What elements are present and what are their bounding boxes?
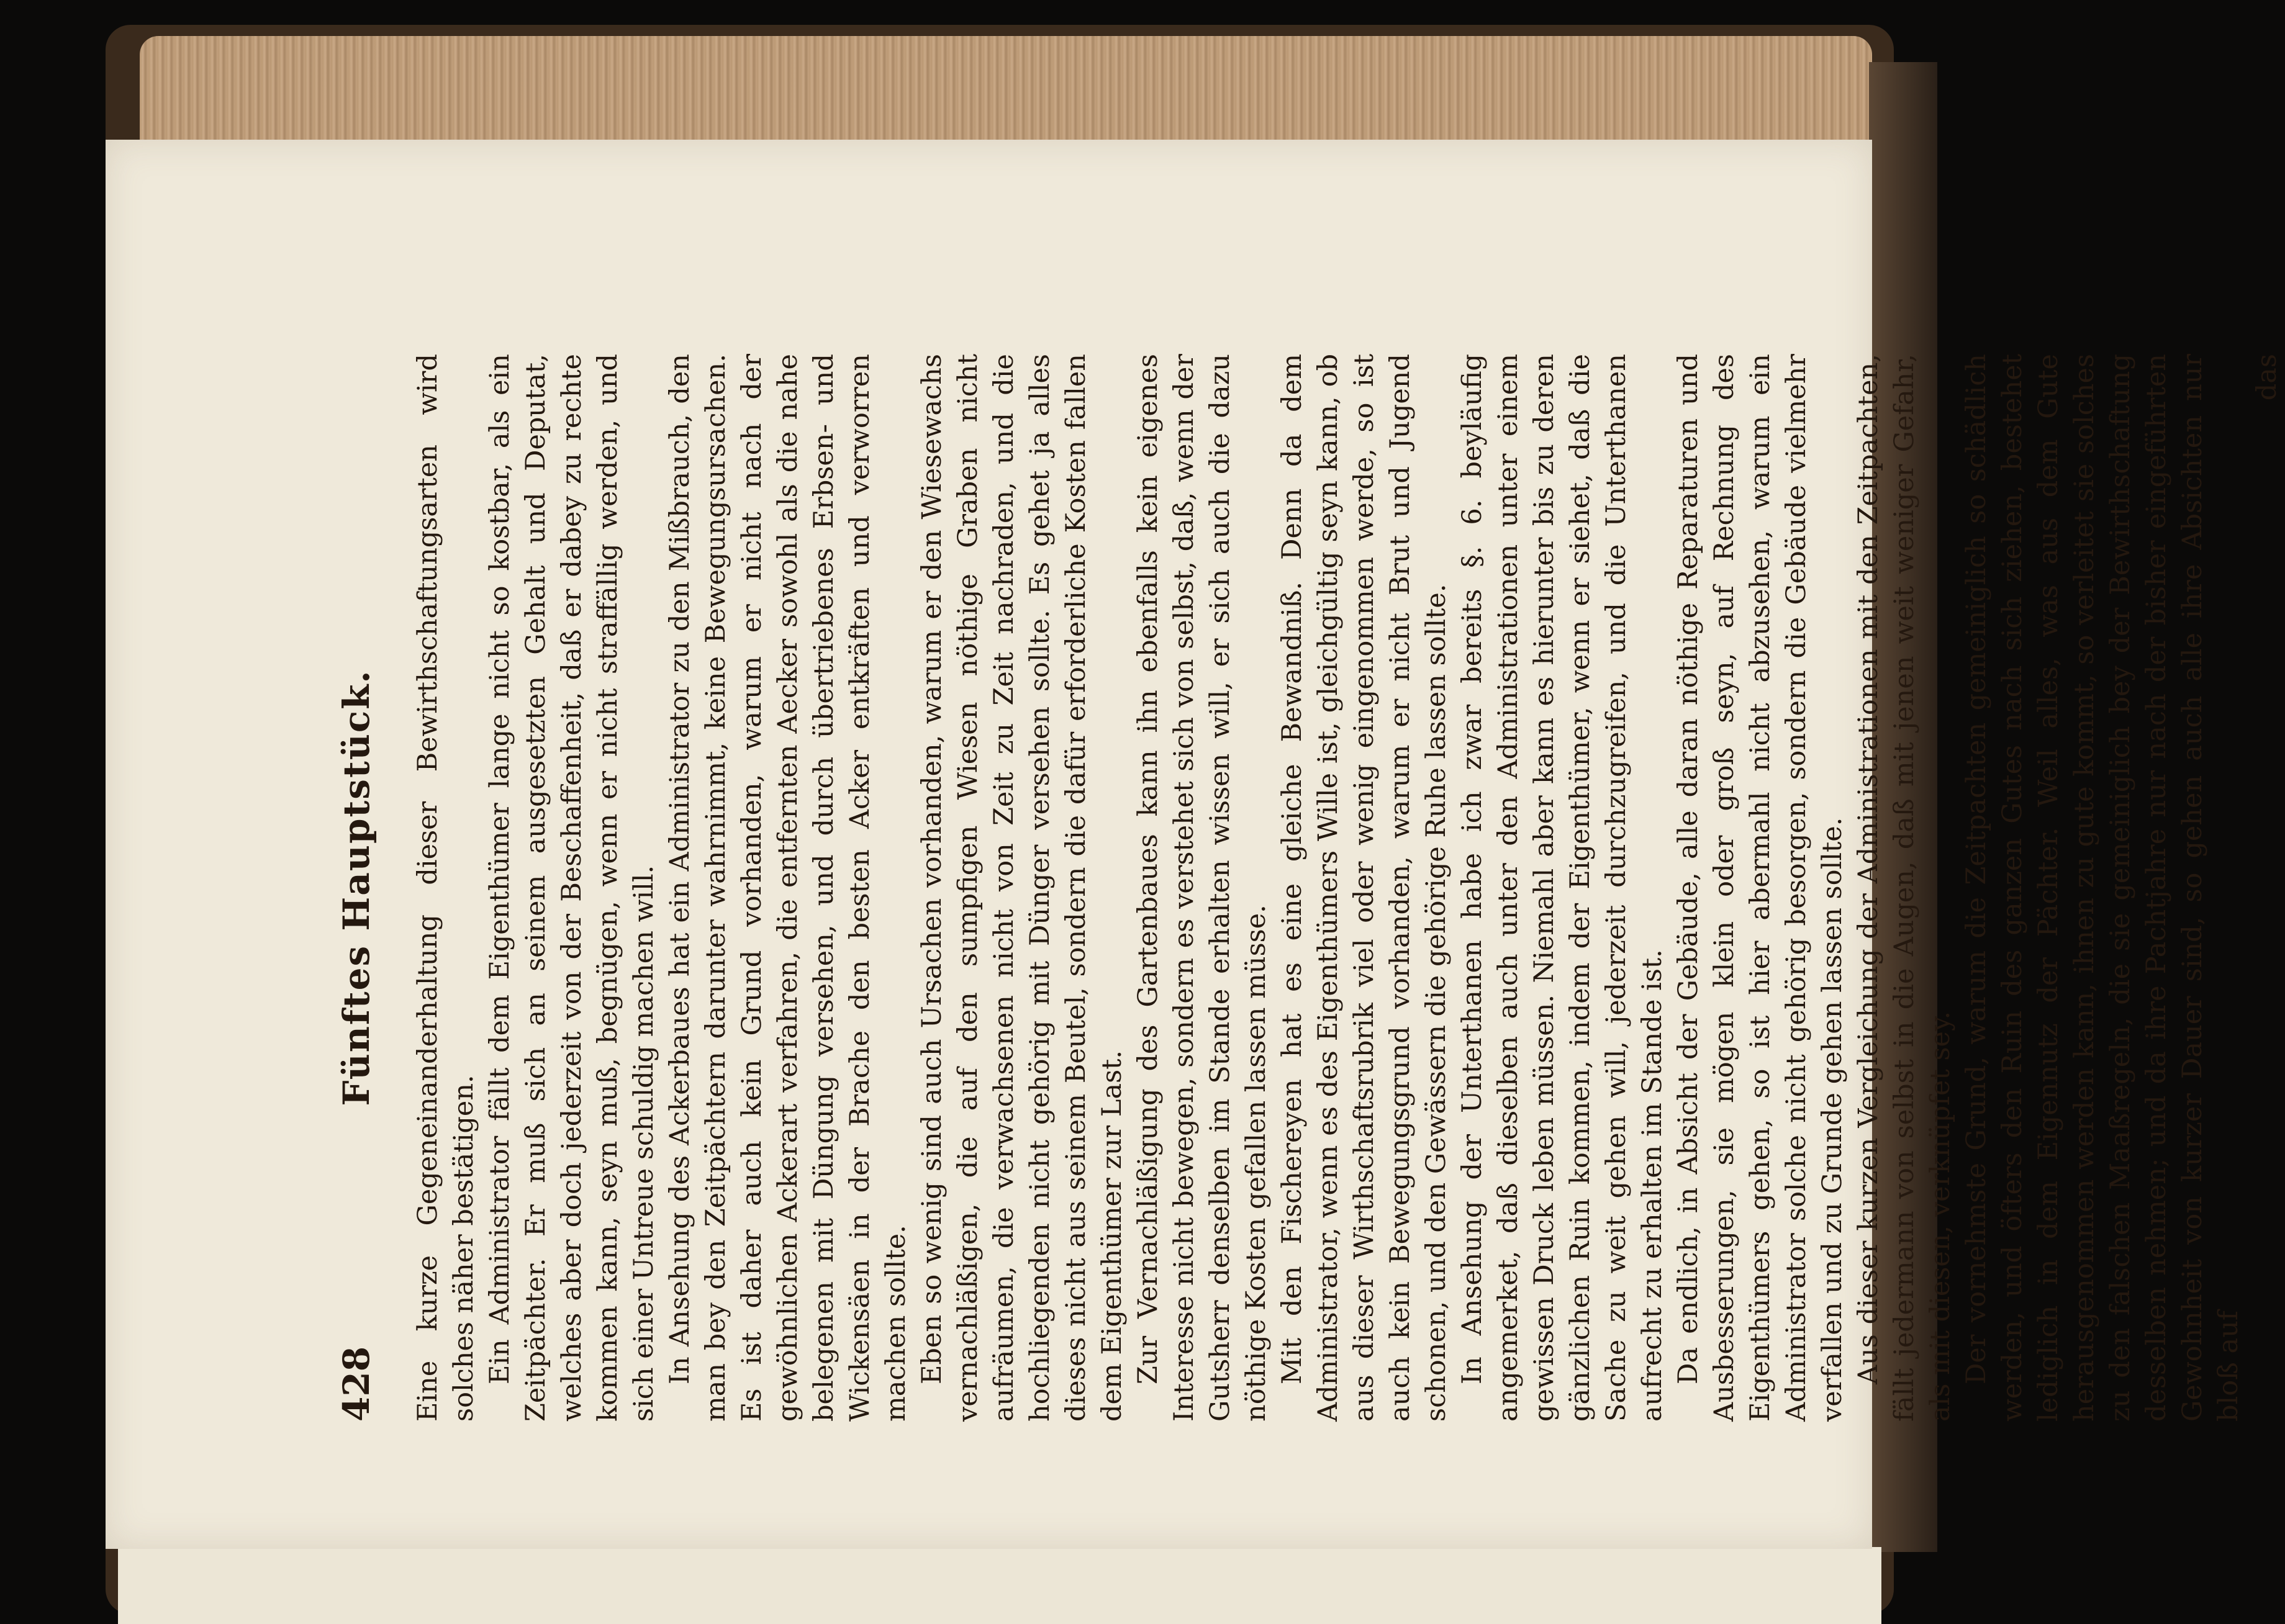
paragraph: Mit den Fischereyen hat es eine gleiche Bewandniß. Denn da dem Administrator, wenn es des Eigenthümers Wille ist, gleichgültig seyn kann, ob aus dieser Wirthschaftsrubrik viel oder wenig eingenommen werde, so ist auch kein Bewegungsgrund vorhanden, warum er nicht Brut und Jugend schonen, und den Gewässern die gehörige Ruhe lassen sollte. — [1277, 354, 1452, 1422]
page-number: 428 — [335, 1346, 378, 1422]
paragraph: In Ansehung des Ackerbaues hat ein Administrator zu den Mißbrauch, den man bey den Zeitpächtern darunter wahrnimmt, keine Bewegungsursachen. Es ist daher auch kein Grund vorhanden, warum er nicht nach der gewöhnlichen Ackerart verfahren, die entfernten Aecker sowohl als die nahe belegenen mit Düngung versehen, und durch übertriebenes Erbsen- und Wickensäen in der Brache den besten Acker entkräften und verworren machen sollte. — [664, 354, 912, 1422]
paragraph: Eine kurze Gegeneinanderhaltung dieser Bewirthschaftungsarten wird solches näher bestätigen. — [412, 354, 479, 1422]
facing-page — [118, 1547, 1881, 1624]
page-text-block — [335, 354, 2283, 1422]
body-text — [410, 354, 2247, 1422]
paragraph: Ein Administrator fällt dem Eigenthümer lange nicht so kostbar, als ein Zeitpächter. Er muß sich an seinem ausgesetzten Gehalt und Deputat, welches aber doch jederzeit von der Beschaffenheit, daß er dabey zu rechte kommen kann, seyn muß, begnügen, wenn er nicht straffällig werden, und sich einer Untreue schuldig machen will. — [484, 354, 659, 1422]
paragraph: Da endlich, in Absicht der Gebäude, alle daran nöthige Reparaturen und Ausbesserungen, sie mögen klein oder groß seyn, auf Rechnung des Eigenthümers gehen, so ist hier abermahl nicht abzusehen, warum ein Administrator solche nicht gehörig besorgen, sondern die Gebäude vielmehr verfallen und zu Grunde gehen lassen sollte. — [1673, 354, 1848, 1422]
paragraph: Aus dieser kurzen Vergleichung der Administrationen mit den Zeitpachten, fällt jedermann von selbst in die Augen, daß mit jenen weit weniger Gefahr, als mit diesen, verknüpfet sey. — [1853, 354, 1956, 1422]
paragraph: Eben so wenig sind auch Ursachen vorhanden, warum er den Wiesewachs vernachläßigen, die auf den sumpfigen Wiesen nöthige Graben nicht aufräumen, die verwachsenen nicht von Zeit zu Zeit nachraden, und die hochliegenden nicht gehörig mit Dünger versehen sollte. Es gehet ja alles dieses nicht aus seinem Beutel, sondern die dafür erforderliche Kosten fallen dem Eigenthümer zur Last. — [916, 354, 1128, 1422]
page-header — [335, 354, 404, 1422]
paragraph: Der vornehmste Grund, warum die Zeitpachten gemeiniglich so schädlich werden, und öfters den Ruin des ganzen Gutes nach sich ziehen, bestehet lediglich in dem Eigennutz der Pächter. Weil alles, was aus dem Gute herausgenommen werden kann, ihnen zu gute kommt, so verleitet sie solches zu den falschen Maaßregeln, die sie gemeiniglich bey der Bewirthschaftung desselben nehmen; und da ihre Pachtjahre nur nach der bisher eingeführten Gewohnheit von kurzer Dauer sind, so gehen auch alle ihre Absichten nur bloß auf — [1961, 354, 2244, 1422]
catchword: das — [2251, 354, 2283, 401]
paragraph: Zur Vernachläßigung des Gartenbaues kann ihn ebenfalls kein eigenes Interesse nicht bewegen, sondern es verstehet sich von selbst, daß, wenn der Gutsherr denselben im Stande erhalten wissen will, er sich auch die dazu nöthige Kosten gefallen lassen müsse. — [1133, 354, 1272, 1422]
running-head: Fünftes Hauptstück. — [335, 669, 378, 1106]
page-edges — [140, 36, 1872, 148]
paragraph: In Ansehung der Unterthanen habe ich zwar bereits §. 6. beyläufig angemerket, daß dieselben auch unter den Administrationen unter einem gewissen Druck leben müssen. Niemahl aber kann es hierunter bis zu deren gänzlichen Ruin kommen, indem der Eigenthümer, wenn er siehet, daß die Sache zu weit gehen will, jederzeit durchzugreifen, und die Unterthanen aufrecht zu erhalten im Stande ist. — [1457, 354, 1668, 1422]
